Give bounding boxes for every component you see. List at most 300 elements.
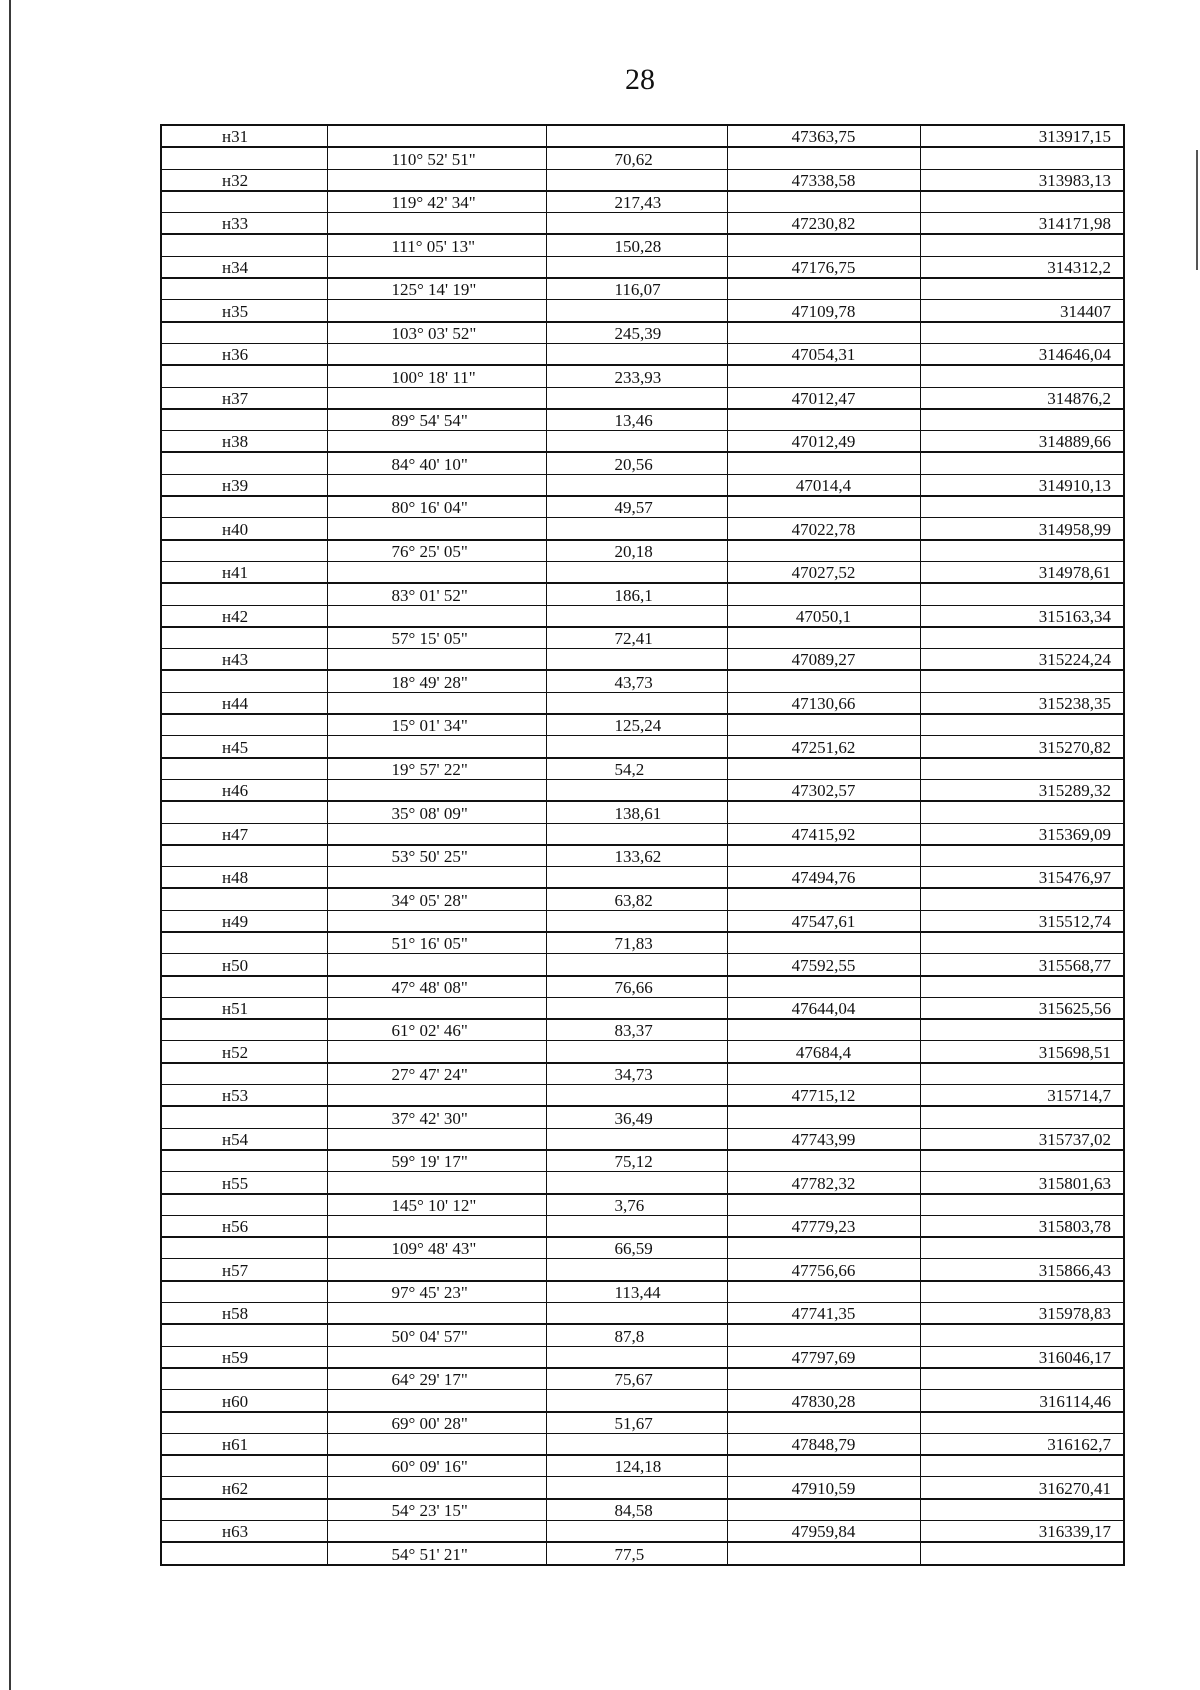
segment-length-cell: [546, 561, 727, 583]
x-coordinate-cell: [727, 365, 920, 387]
segment-row: [161, 1194, 1124, 1216]
direction-angle-cell: [327, 387, 546, 409]
direction-angle-cell: 100° 18' 11": [327, 365, 546, 387]
x-coordinate-cell: 47415,92: [727, 823, 920, 845]
point-name-cell: [161, 1368, 327, 1390]
direction-angle-cell: [327, 1085, 546, 1107]
direction-angle-cell: 27° 47' 24": [327, 1063, 546, 1085]
point-name-cell: [161, 452, 327, 474]
direction-angle-cell: [327, 1433, 546, 1455]
x-coordinate-cell: 47830,28: [727, 1390, 920, 1412]
y-coordinate-cell: [920, 496, 1124, 518]
point-row: [161, 387, 1124, 409]
y-coordinate-cell: 315270,82: [920, 736, 1124, 758]
x-coordinate-cell: 47230,82: [727, 213, 920, 235]
point-name-cell: [161, 496, 327, 518]
point-name-cell: [161, 801, 327, 823]
segment-length-cell: 150,28: [546, 234, 727, 256]
direction-angle-cell: 54° 23' 15": [327, 1499, 546, 1521]
point-name-cell: [161, 1499, 327, 1521]
point-name-cell: н38: [161, 431, 327, 453]
point-name-cell: н45: [161, 736, 327, 758]
segment-length-cell: 83,37: [546, 1019, 727, 1041]
point-name-cell: [161, 1324, 327, 1346]
segment-length-cell: 124,18: [546, 1455, 727, 1477]
direction-angle-cell: [327, 1128, 546, 1150]
x-coordinate-cell: 47684,4: [727, 1041, 920, 1063]
direction-angle-cell: 60° 09' 16": [327, 1455, 546, 1477]
segment-row: [161, 801, 1124, 823]
segment-row: [161, 1499, 1124, 1521]
segment-length-cell: 138,61: [546, 801, 727, 823]
direction-angle-cell: [327, 1521, 546, 1543]
segment-row: [161, 234, 1124, 256]
point-name-cell: н34: [161, 256, 327, 278]
point-row: [161, 1521, 1124, 1543]
direction-angle-cell: [327, 169, 546, 191]
y-coordinate-cell: 316339,17: [920, 1521, 1124, 1543]
point-name-cell: н31: [161, 125, 327, 147]
y-coordinate-cell: 313917,15: [920, 125, 1124, 147]
point-row: [161, 1085, 1124, 1107]
x-coordinate-cell: [727, 932, 920, 954]
segment-row: [161, 976, 1124, 998]
direction-angle-cell: 76° 25' 05": [327, 540, 546, 562]
segment-row: [161, 583, 1124, 605]
segment-length-cell: 49,57: [546, 496, 727, 518]
segment-length-cell: 87,8: [546, 1324, 727, 1346]
point-name-cell: [161, 1237, 327, 1259]
x-coordinate-cell: [727, 409, 920, 431]
y-coordinate-cell: [920, 234, 1124, 256]
point-row: [161, 954, 1124, 976]
x-coordinate-cell: [727, 714, 920, 736]
y-coordinate-cell: [920, 1542, 1124, 1564]
point-row: [161, 1259, 1124, 1281]
x-coordinate-cell: 47338,58: [727, 169, 920, 191]
x-coordinate-cell: 47547,61: [727, 910, 920, 932]
point-name-cell: н61: [161, 1433, 327, 1455]
x-coordinate-cell: 47756,66: [727, 1259, 920, 1281]
point-row: [161, 561, 1124, 583]
y-coordinate-cell: [920, 191, 1124, 213]
segment-length-cell: [546, 997, 727, 1019]
y-coordinate-cell: 315801,63: [920, 1172, 1124, 1194]
point-name-cell: [161, 1412, 327, 1434]
x-coordinate-cell: 47715,12: [727, 1085, 920, 1107]
y-coordinate-cell: 314958,99: [920, 518, 1124, 540]
direction-angle-cell: 37° 42' 30": [327, 1106, 546, 1128]
segment-row: [161, 452, 1124, 474]
y-coordinate-cell: [920, 1063, 1124, 1085]
point-row: [161, 300, 1124, 322]
point-name-cell: н37: [161, 387, 327, 409]
segment-length-cell: 133,62: [546, 845, 727, 867]
point-row: [161, 910, 1124, 932]
x-coordinate-cell: [727, 452, 920, 474]
direction-angle-cell: 64° 29' 17": [327, 1368, 546, 1390]
point-name-cell: н50: [161, 954, 327, 976]
point-row: [161, 605, 1124, 627]
point-row: [161, 867, 1124, 889]
direction-angle-cell: 103° 03' 52": [327, 322, 546, 344]
segment-length-cell: [546, 1172, 727, 1194]
point-row: [161, 431, 1124, 453]
direction-angle-cell: [327, 1303, 546, 1325]
point-name-cell: [161, 1106, 327, 1128]
y-coordinate-cell: 316046,17: [920, 1346, 1124, 1368]
point-row: [161, 1128, 1124, 1150]
x-coordinate-cell: [727, 1499, 920, 1521]
scan-right-edge: [1196, 150, 1198, 270]
segment-length-cell: 217,43: [546, 191, 727, 213]
segment-row: [161, 670, 1124, 692]
x-coordinate-cell: [727, 976, 920, 998]
x-coordinate-cell: 47251,62: [727, 736, 920, 758]
x-coordinate-cell: [727, 1237, 920, 1259]
point-row: [161, 343, 1124, 365]
direction-angle-cell: [327, 954, 546, 976]
segment-length-cell: [546, 518, 727, 540]
x-coordinate-cell: 47109,78: [727, 300, 920, 322]
segment-row: [161, 1019, 1124, 1041]
point-name-cell: н43: [161, 649, 327, 671]
segment-row: [161, 1368, 1124, 1390]
segment-row: [161, 1455, 1124, 1477]
point-name-cell: н53: [161, 1085, 327, 1107]
y-coordinate-cell: [920, 1368, 1124, 1390]
direction-angle-cell: [327, 1259, 546, 1281]
x-coordinate-cell: [727, 801, 920, 823]
x-coordinate-cell: [727, 888, 920, 910]
direction-angle-cell: [327, 431, 546, 453]
segment-length-cell: [546, 1433, 727, 1455]
point-row: [161, 474, 1124, 496]
direction-angle-cell: [327, 1390, 546, 1412]
segment-length-cell: [546, 649, 727, 671]
x-coordinate-cell: [727, 1150, 920, 1172]
y-coordinate-cell: [920, 627, 1124, 649]
direction-angle-cell: 83° 01' 52": [327, 583, 546, 605]
x-coordinate-cell: 47027,52: [727, 561, 920, 583]
y-coordinate-cell: 315476,97: [920, 867, 1124, 889]
x-coordinate-cell: 47592,55: [727, 954, 920, 976]
segment-row: [161, 888, 1124, 910]
segment-row: [161, 191, 1124, 213]
x-coordinate-cell: [727, 234, 920, 256]
segment-length-cell: [546, 736, 727, 758]
page-number: 28: [625, 63, 655, 96]
y-coordinate-cell: 315224,24: [920, 649, 1124, 671]
segment-length-cell: [546, 779, 727, 801]
direction-angle-cell: 51° 16' 05": [327, 932, 546, 954]
point-row: [161, 1303, 1124, 1325]
segment-length-cell: 3,76: [546, 1194, 727, 1216]
direction-angle-cell: 145° 10' 12": [327, 1194, 546, 1216]
y-coordinate-cell: [920, 758, 1124, 780]
point-row: [161, 1433, 1124, 1455]
direction-angle-cell: [327, 649, 546, 671]
segment-row: [161, 278, 1124, 300]
segment-length-cell: [546, 1390, 727, 1412]
segment-length-cell: [546, 910, 727, 932]
segment-length-cell: [546, 169, 727, 191]
segment-length-cell: [546, 256, 727, 278]
y-coordinate-cell: [920, 1499, 1124, 1521]
point-row: [161, 256, 1124, 278]
x-coordinate-cell: [727, 845, 920, 867]
point-name-cell: н39: [161, 474, 327, 496]
x-coordinate-cell: [727, 1106, 920, 1128]
scan-left-edge: [9, 0, 11, 1690]
segment-length-cell: 13,46: [546, 409, 727, 431]
point-name-cell: н33: [161, 213, 327, 235]
point-name-cell: н62: [161, 1477, 327, 1499]
segment-length-cell: [546, 1041, 727, 1063]
direction-angle-cell: 61° 02' 46": [327, 1019, 546, 1041]
y-coordinate-cell: 316162,7: [920, 1433, 1124, 1455]
segment-length-cell: [546, 823, 727, 845]
y-coordinate-cell: 314407: [920, 300, 1124, 322]
segment-length-cell: 113,44: [546, 1281, 727, 1303]
y-coordinate-cell: 314646,04: [920, 343, 1124, 365]
y-coordinate-cell: [920, 322, 1124, 344]
segment-row: [161, 540, 1124, 562]
y-coordinate-cell: 314889,66: [920, 431, 1124, 453]
x-coordinate-cell: 47910,59: [727, 1477, 920, 1499]
x-coordinate-cell: [727, 147, 920, 169]
segment-length-cell: 76,66: [546, 976, 727, 998]
segment-length-cell: 72,41: [546, 627, 727, 649]
direction-angle-cell: 47° 48' 08": [327, 976, 546, 998]
y-coordinate-cell: [920, 1455, 1124, 1477]
y-coordinate-cell: 314978,61: [920, 561, 1124, 583]
x-coordinate-cell: 47302,57: [727, 779, 920, 801]
segment-length-cell: [546, 1477, 727, 1499]
segment-length-cell: 34,73: [546, 1063, 727, 1085]
y-coordinate-cell: [920, 1412, 1124, 1434]
direction-angle-cell: [327, 1041, 546, 1063]
y-coordinate-cell: [920, 278, 1124, 300]
point-row: [161, 692, 1124, 714]
coordinates-table: [160, 124, 1125, 1566]
y-coordinate-cell: 314171,98: [920, 213, 1124, 235]
segment-row: [161, 845, 1124, 867]
y-coordinate-cell: 315369,09: [920, 823, 1124, 845]
point-name-cell: н52: [161, 1041, 327, 1063]
point-row: [161, 1172, 1124, 1194]
point-name-cell: н49: [161, 910, 327, 932]
segment-length-cell: 186,1: [546, 583, 727, 605]
segment-row: [161, 1237, 1124, 1259]
segment-row: [161, 1324, 1124, 1346]
direction-angle-cell: 80° 16' 04": [327, 496, 546, 518]
direction-angle-cell: [327, 867, 546, 889]
segment-length-cell: [546, 1303, 727, 1325]
direction-angle-cell: [327, 561, 546, 583]
point-name-cell: н58: [161, 1303, 327, 1325]
direction-angle-cell: 125° 14' 19": [327, 278, 546, 300]
segment-length-cell: [546, 692, 727, 714]
point-row: [161, 779, 1124, 801]
x-coordinate-cell: 47363,75: [727, 125, 920, 147]
x-coordinate-cell: 47012,47: [727, 387, 920, 409]
point-row: [161, 823, 1124, 845]
y-coordinate-cell: 316114,46: [920, 1390, 1124, 1412]
point-row: [161, 1390, 1124, 1412]
point-row: [161, 997, 1124, 1019]
y-coordinate-cell: 315698,51: [920, 1041, 1124, 1063]
x-coordinate-cell: 47743,99: [727, 1128, 920, 1150]
direction-angle-cell: [327, 736, 546, 758]
point-name-cell: [161, 1194, 327, 1216]
segment-row: [161, 496, 1124, 518]
y-coordinate-cell: [920, 932, 1124, 954]
point-name-cell: [161, 409, 327, 431]
direction-angle-cell: 54° 51' 21": [327, 1542, 546, 1564]
direction-angle-cell: [327, 1477, 546, 1499]
point-name-cell: [161, 714, 327, 736]
point-row: [161, 518, 1124, 540]
direction-angle-cell: 59° 19' 17": [327, 1150, 546, 1172]
x-coordinate-cell: 47130,66: [727, 692, 920, 714]
point-name-cell: н63: [161, 1521, 327, 1543]
direction-angle-cell: 119° 42' 34": [327, 191, 546, 213]
segment-length-cell: [546, 605, 727, 627]
segment-row: [161, 932, 1124, 954]
segment-length-cell: 75,12: [546, 1150, 727, 1172]
direction-angle-cell: 110° 52' 51": [327, 147, 546, 169]
point-name-cell: [161, 758, 327, 780]
y-coordinate-cell: [920, 845, 1124, 867]
point-name-cell: н42: [161, 605, 327, 627]
segment-length-cell: 66,59: [546, 1237, 727, 1259]
direction-angle-cell: 111° 05' 13": [327, 234, 546, 256]
y-coordinate-cell: [920, 670, 1124, 692]
x-coordinate-cell: [727, 1019, 920, 1041]
segment-length-cell: [546, 431, 727, 453]
direction-angle-cell: 89° 54' 54": [327, 409, 546, 431]
x-coordinate-cell: 47014,4: [727, 474, 920, 496]
point-name-cell: н56: [161, 1215, 327, 1237]
direction-angle-cell: [327, 474, 546, 496]
segment-length-cell: 51,67: [546, 1412, 727, 1434]
x-coordinate-cell: [727, 583, 920, 605]
direction-angle-cell: [327, 125, 546, 147]
point-name-cell: н36: [161, 343, 327, 365]
point-row: [161, 736, 1124, 758]
y-coordinate-cell: [920, 1150, 1124, 1172]
segment-length-cell: [546, 387, 727, 409]
direction-angle-cell: [327, 518, 546, 540]
x-coordinate-cell: [727, 1324, 920, 1346]
segment-length-cell: 233,93: [546, 365, 727, 387]
direction-angle-cell: 35° 08' 09": [327, 801, 546, 823]
x-coordinate-cell: [727, 670, 920, 692]
point-name-cell: н51: [161, 997, 327, 1019]
direction-angle-cell: [327, 1215, 546, 1237]
point-name-cell: н35: [161, 300, 327, 322]
point-name-cell: [161, 627, 327, 649]
x-coordinate-cell: [727, 1455, 920, 1477]
x-coordinate-cell: 47054,31: [727, 343, 920, 365]
segment-row: [161, 1412, 1124, 1434]
point-name-cell: [161, 845, 327, 867]
x-coordinate-cell: [727, 1412, 920, 1434]
segment-length-cell: 20,18: [546, 540, 727, 562]
direction-angle-cell: 97° 45' 23": [327, 1281, 546, 1303]
y-coordinate-cell: [920, 888, 1124, 910]
direction-angle-cell: [327, 1172, 546, 1194]
segment-length-cell: 245,39: [546, 322, 727, 344]
y-coordinate-cell: [920, 1106, 1124, 1128]
point-name-cell: [161, 365, 327, 387]
direction-angle-cell: 18° 49' 28": [327, 670, 546, 692]
point-name-cell: н40: [161, 518, 327, 540]
x-coordinate-cell: 47797,69: [727, 1346, 920, 1368]
direction-angle-cell: 109° 48' 43": [327, 1237, 546, 1259]
direction-angle-cell: 19° 57' 22": [327, 758, 546, 780]
point-row: [161, 125, 1124, 147]
segment-length-cell: 75,67: [546, 1368, 727, 1390]
y-coordinate-cell: [920, 147, 1124, 169]
x-coordinate-cell: [727, 1542, 920, 1564]
point-name-cell: [161, 234, 327, 256]
direction-angle-cell: [327, 213, 546, 235]
point-row: [161, 1477, 1124, 1499]
y-coordinate-cell: [920, 801, 1124, 823]
direction-angle-cell: [327, 910, 546, 932]
x-coordinate-cell: [727, 627, 920, 649]
x-coordinate-cell: 47022,78: [727, 518, 920, 540]
segment-row: [161, 1150, 1124, 1172]
segment-length-cell: [546, 1085, 727, 1107]
point-name-cell: н46: [161, 779, 327, 801]
y-coordinate-cell: [920, 1237, 1124, 1259]
point-name-cell: н59: [161, 1346, 327, 1368]
y-coordinate-cell: [920, 540, 1124, 562]
point-name-cell: [161, 976, 327, 998]
y-coordinate-cell: 315625,56: [920, 997, 1124, 1019]
point-name-cell: н57: [161, 1259, 327, 1281]
segment-length-cell: [546, 213, 727, 235]
x-coordinate-cell: [727, 758, 920, 780]
y-coordinate-cell: [920, 1019, 1124, 1041]
y-coordinate-cell: 314312,2: [920, 256, 1124, 278]
point-name-cell: [161, 1150, 327, 1172]
point-name-cell: [161, 191, 327, 213]
y-coordinate-cell: 315238,35: [920, 692, 1124, 714]
segment-row: [161, 1542, 1124, 1564]
x-coordinate-cell: 47848,79: [727, 1433, 920, 1455]
point-name-cell: [161, 1281, 327, 1303]
y-coordinate-cell: [920, 1194, 1124, 1216]
segment-length-cell: 84,58: [546, 1499, 727, 1521]
x-coordinate-cell: [727, 1281, 920, 1303]
segment-length-cell: [546, 343, 727, 365]
y-coordinate-cell: 315512,74: [920, 910, 1124, 932]
direction-angle-cell: 57° 15' 05": [327, 627, 546, 649]
direction-angle-cell: [327, 300, 546, 322]
y-coordinate-cell: [920, 1281, 1124, 1303]
x-coordinate-cell: 47741,35: [727, 1303, 920, 1325]
point-row: [161, 649, 1124, 671]
point-name-cell: [161, 583, 327, 605]
coordinates-table-body: [161, 125, 1124, 1565]
x-coordinate-cell: 47779,23: [727, 1215, 920, 1237]
segment-length-cell: 125,24: [546, 714, 727, 736]
point-name-cell: н44: [161, 692, 327, 714]
